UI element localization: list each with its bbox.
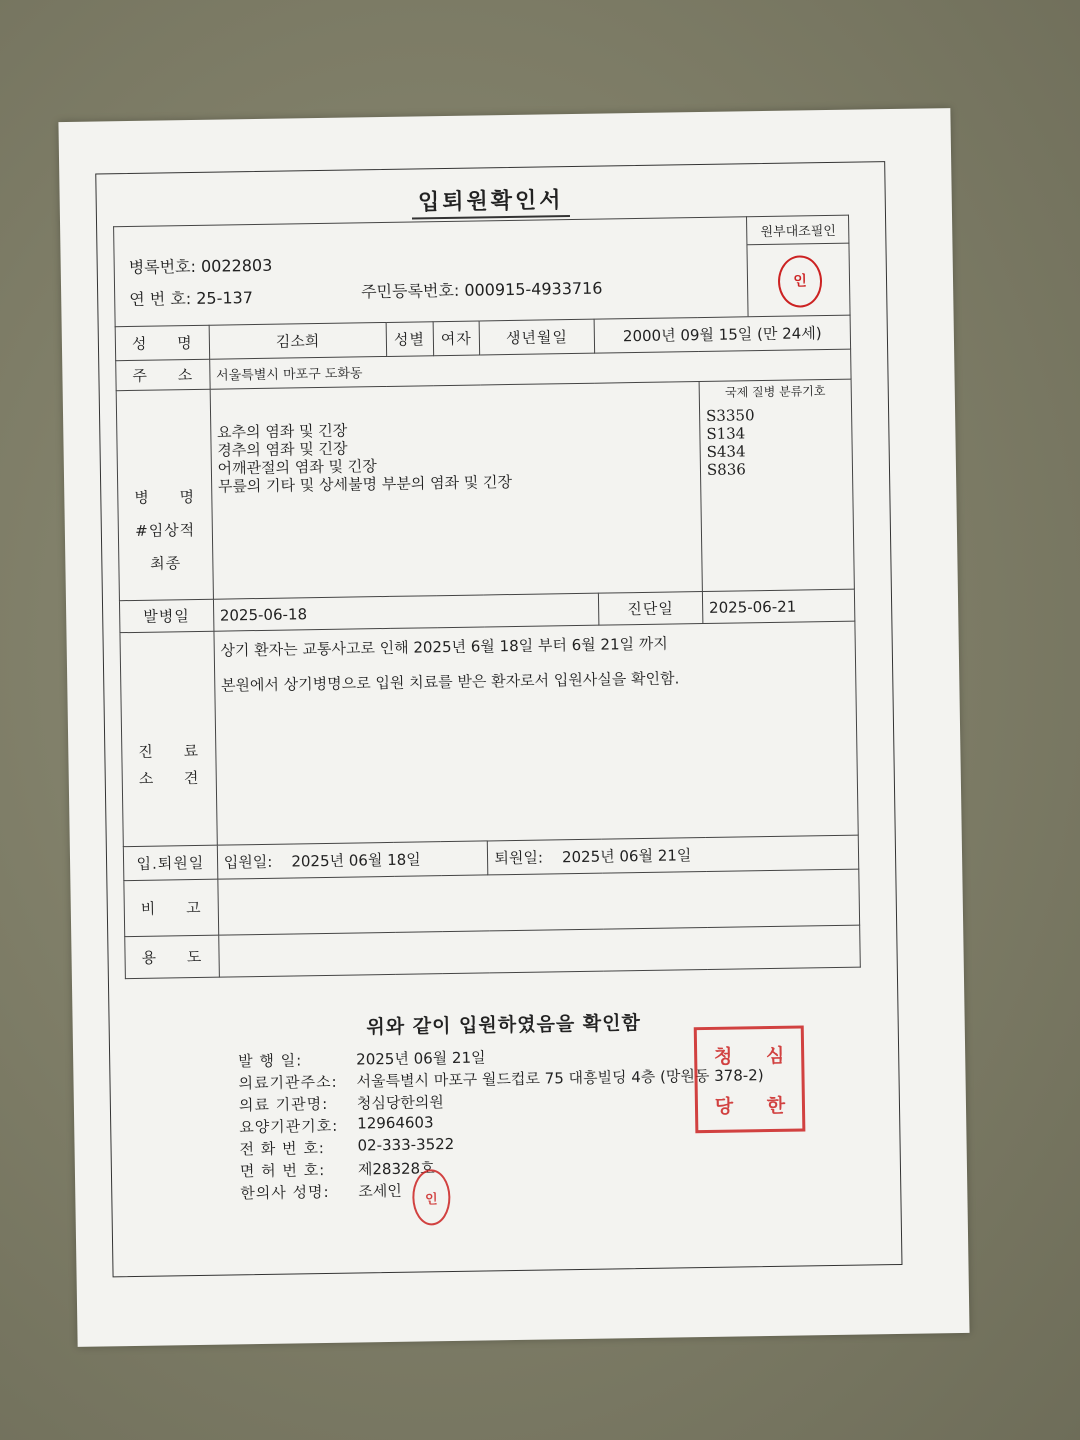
info-row: 면 허 번 호: 제28328호 [239, 1159, 435, 1181]
remarks-value [218, 869, 860, 935]
verification-stamp-box [746, 215, 851, 317]
opinion-row [120, 621, 858, 847]
record-number: 병록번호: 0022803 [128, 255, 273, 277]
patient-address: 서울특별시 마포구 도화동 [209, 349, 851, 389]
info-row: 발 행 일: 2025년 06월 21일 [238, 1048, 486, 1071]
info-row: 전 화 번 호: 02-333-3522 [239, 1134, 455, 1159]
issuer-info [238, 1042, 765, 1204]
icd-code: S3350 [705, 406, 755, 425]
document-title: 입퇴원확인서 [97, 178, 885, 221]
icd-codes: 국제 질병 분류기호 S3350 S134 S434 S836 [699, 379, 854, 591]
info-row: 의료기관주소: 서울특별시 마포구 월드컵로 75 대흥빌딩 4층 (망원동 378-2) [238, 1066, 764, 1093]
onset-date: 2025-06-18 [213, 593, 599, 631]
diagnosis-list [210, 382, 703, 600]
purpose-label: 용 도 [125, 935, 219, 978]
opinion-line: 본원에서 상기병명으로 입원 치료를 받은 환자로서 입원사실을 확인함. [220, 669, 680, 695]
diag-date: 2025-06-21 [702, 589, 855, 623]
patient-name: 김소희 [209, 322, 386, 359]
diag-date-label: 진단일 [598, 592, 703, 626]
dob-label: 생년월일 [479, 319, 594, 355]
onset-label: 발병일 [119, 599, 213, 632]
header-box [113, 215, 850, 328]
diagnosis-row [116, 379, 854, 601]
icd-code: S836 [706, 460, 746, 479]
admission-out: 퇴원일: 2025년 06월 21일 [488, 835, 859, 875]
info-row: 의료 기관명: 청심당한의원 [238, 1093, 444, 1115]
clinic-seal: 청 심 당 한 [694, 1025, 806, 1133]
diagnosis-item: 어깨관절의 염좌 및 긴장 [217, 457, 377, 478]
admission-label: 입.퇴원일 [123, 845, 217, 880]
stamp-label: 원부대조필인 [747, 215, 849, 246]
opinion-label: 진 료 소 견 [120, 631, 217, 846]
verification-seal: 인 [778, 255, 823, 308]
diagnosis-label: 병 명 #임상적 최종 [116, 389, 213, 600]
diagnosis-item: 경추의 염좌 및 긴장 [217, 439, 348, 460]
sex-label: 성별 [386, 322, 433, 357]
serial-number: 연 번 호: 25-137 [129, 288, 254, 309]
diagnosis-item: 무릎의 기타 및 상세불명 부분의 염좌 및 긴장 [217, 473, 513, 496]
address-label: 주 소 [116, 359, 210, 390]
document-frame [95, 161, 902, 1277]
diagnosis-item: 요추의 염좌 및 긴장 [216, 421, 348, 442]
patient-sex: 여자 [433, 321, 480, 356]
confirmation-title: 위와 같이 입원하였음을 확인함 [366, 1012, 642, 1039]
opinion-text [214, 621, 859, 845]
info-row: 요양기관기호: 12964603 [239, 1113, 434, 1137]
icd-code: S134 [706, 424, 746, 443]
remarks-label: 비 고 [124, 879, 219, 936]
info-table [115, 315, 861, 979]
icd-code: S434 [706, 442, 746, 461]
resident-number: 주민등록번호: 000915-4933716 [360, 278, 603, 302]
purpose-value [218, 925, 860, 977]
patient-dob: 2000년 09월 15일 (만 24세) [594, 315, 851, 353]
info-row: 한의사 성명: 조세인 [240, 1181, 402, 1203]
admission-in: 입원일: 2025년 06월 18일 [217, 841, 488, 879]
document-paper [58, 108, 969, 1347]
opinion-line: 상기 환자는 교통사고로 인해 2025년 6월 18일 부터 6월 21일 까지 [220, 634, 668, 660]
doctor-seal: 인 [412, 1169, 451, 1226]
name-label: 성 명 [115, 325, 209, 360]
